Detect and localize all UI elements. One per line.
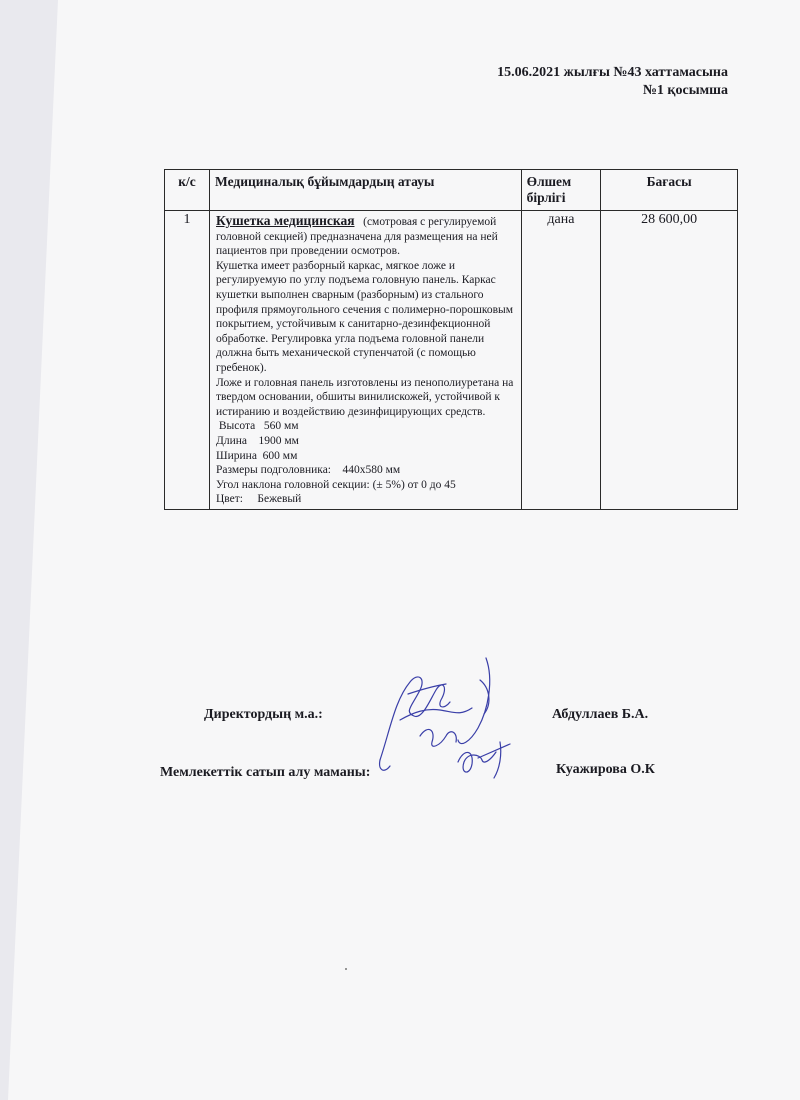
specialist-label: Мемлекеттік сатып алу маманы: [160,765,371,780]
header-name: Медициналық бұйымдардың атауы [210,170,522,211]
handwritten-signatures [360,650,540,790]
product-name: Кушетка медицинская [216,213,355,228]
row-num: 1 [165,211,210,510]
page-edge-shadow [0,0,60,1100]
product-paragraph-2: Ложе и головная панель изготовлены из пенополиуретана на твердом основании, обшиты винилискожей, устойчивой к истиранию и воздействию дезинфицирующих средств. [216,376,514,418]
spec-length: Длина 1900 мм [216,434,299,447]
product-intro: (смотровая с регулируемой головной секцией) предназначена для размещения на ней пациентов при проведении осмотров. [216,216,498,258]
header-unit: Өлшем бірлігі [521,170,601,211]
director-label: Директордың м.а.: [204,707,323,722]
header-price: Бағасы [601,170,738,211]
specialist-name: Куажирова О.К [556,762,655,777]
spec-angle: Угол наклона головной секции: (± 5%) от 0 до 45 [216,478,456,491]
spec-height: Высота 560 мм [216,420,299,433]
attachment-note-line2: №1 қосымша [642,83,728,98]
spec-width: Ширина 600 мм [216,449,298,462]
row-unit: дана [521,211,601,510]
spec-color: Цвет: Бежевый [216,493,302,506]
director-name: Абдуллаев Б.А. [552,707,649,722]
header-num: к/с [165,170,210,211]
product-paragraph-1: Кушетка имеет разборный каркас, мягкое ложе и регулируемую по углу подъема головную панель. Каркас кушетки выполнен сварным (разборным) из стального профиля прямоугольного сечения с полимерно-порошковым покрытием, устойчивым к санитарно-дезинфекционной обработке. Регулировка угла подъема головной панели должна быть механической ступенчатой (с помощью гребенок). [216,259,514,374]
scan-speck [345,968,347,970]
attachment-note-line1: 15.06.2021 жылғы №43 хаттамасына [497,65,728,80]
attachment-note [497,64,728,100]
row-description [210,211,522,510]
items-table [164,169,738,510]
row-price: 28 600,00 [601,211,738,510]
table-header-row [165,170,738,211]
table-row [165,211,738,510]
spec-headrest: Размеры подголовника: 440х580 мм [216,464,401,477]
